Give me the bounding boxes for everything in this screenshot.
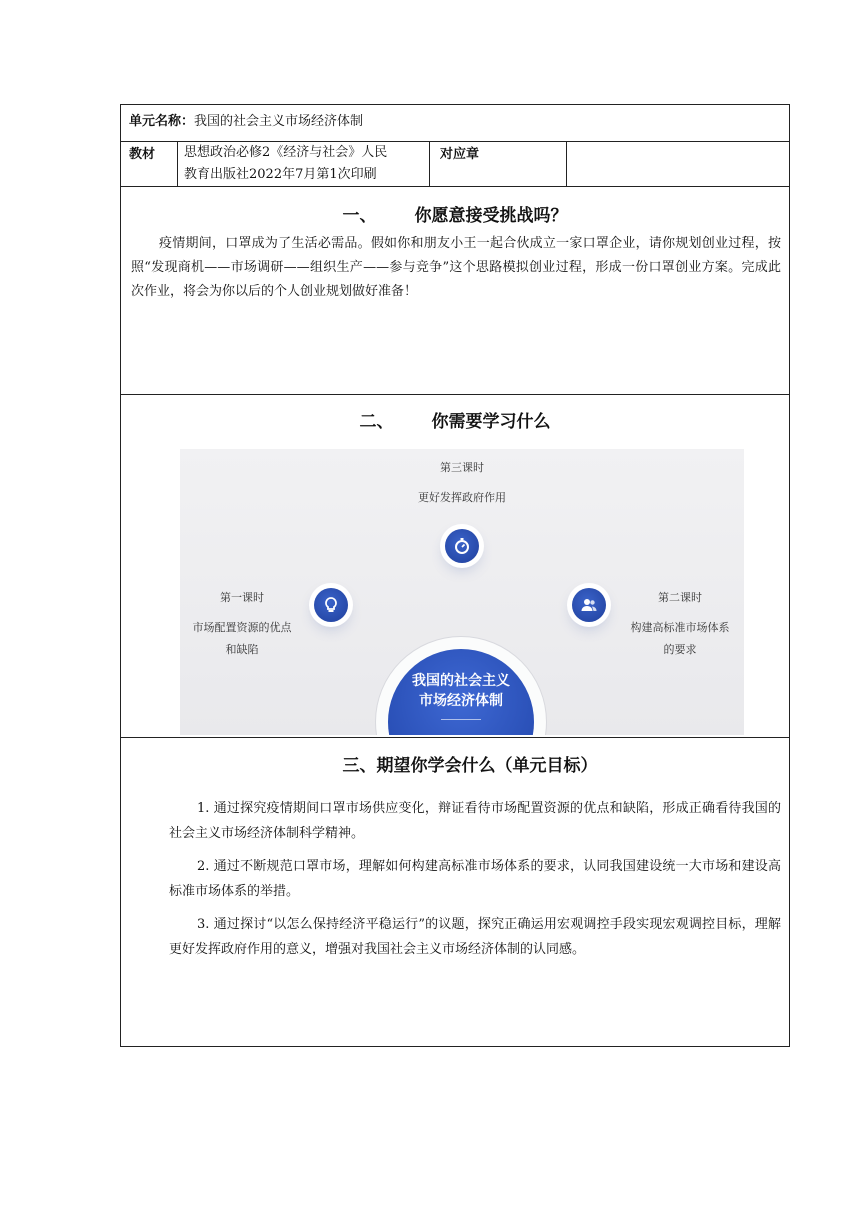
unit-plan-table xyxy=(120,104,790,1047)
textbook-row xyxy=(121,142,789,187)
section3-title: 三、期望你学会什么（单元目标） xyxy=(342,756,598,776)
chapter-value xyxy=(567,142,789,186)
section1-title: 你愿意接受挑战吗？ xyxy=(414,206,568,226)
unit-name-label: 单元名称： xyxy=(129,114,195,129)
lesson2-topic-line1: 构建高标准市场体系 xyxy=(630,621,730,634)
section-goals xyxy=(121,738,789,1046)
section2-title: 你需要学习什么 xyxy=(431,412,551,432)
section1-heading xyxy=(121,201,789,226)
goal-item: 1. 通过探究疫情期间口罩市场供应变化，辩证看待市场配置资源的优点和缺陷，形成正确看待我国的社会主义市场经济体制科学精神。 xyxy=(169,801,781,841)
goal-item: 3. 通过探讨“以怎么保持经济平稳运行”的议题，探究正确运用宏观调控手段实现宏观调控目标，理解更好发挥政府作用的意义，增强对我国社会主义市场经济体制的认同感。 xyxy=(169,917,781,957)
unit-name-value: 我国的社会主义市场经济体制 xyxy=(194,114,364,129)
textbook-value-line1: 思想政治必修2《经济与社会》人民 xyxy=(184,145,388,160)
center-divider xyxy=(441,719,481,720)
lesson1-topic-line2: 和缺陷 xyxy=(225,643,259,656)
unit-center-circle xyxy=(388,649,534,735)
textbook-value-line2: 教育出版社2022年7月第1次印刷 xyxy=(184,167,377,182)
stopwatch-icon xyxy=(445,529,479,563)
learning-diagram xyxy=(180,449,744,735)
lesson3-topic: 更好发挥政府作用 xyxy=(418,491,506,504)
section1-number: 一、 xyxy=(342,206,377,226)
section-learning xyxy=(121,395,789,738)
center-title-line2: 市场经济体制 xyxy=(419,693,503,709)
lightbulb-icon xyxy=(314,588,348,622)
textbook-label: 教材 xyxy=(129,147,156,162)
section2-number: 二、 xyxy=(359,412,394,432)
users-icon xyxy=(572,588,606,622)
section-challenge xyxy=(121,187,789,395)
lesson3-label: 第三课时 xyxy=(440,461,484,474)
goal-item: 2. 通过不断规范口罩市场，理解如何构建高标准市场体系的要求，认同我国建设统一大市场和建设高标准市场体系的举措。 xyxy=(169,859,781,899)
chapter-label: 对应章 xyxy=(440,147,480,162)
lesson2-label: 第二课时 xyxy=(658,591,702,604)
center-title-line1: 我国的社会主义 xyxy=(412,673,510,689)
lesson1-topic-line1: 市场配置资源的优点 xyxy=(192,621,292,634)
section2-heading xyxy=(121,407,789,432)
lesson2-topic-line2: 的要求 xyxy=(663,643,697,656)
unit-name-row xyxy=(121,105,789,142)
section1-body: 疫情期间，口罩成为了生活必需品。假如你和朋友小王一起合伙成立一家口罩企业，请你规划创业过程，按照“发现商机——市场调研——组织生产——参与竞争”这个思路模拟创业过程，形成一份口罩创业方案。完成此次作业，将会为你以后的个人创业规划做好准备！ xyxy=(131,236,781,299)
lesson1-label: 第一课时 xyxy=(220,591,264,604)
